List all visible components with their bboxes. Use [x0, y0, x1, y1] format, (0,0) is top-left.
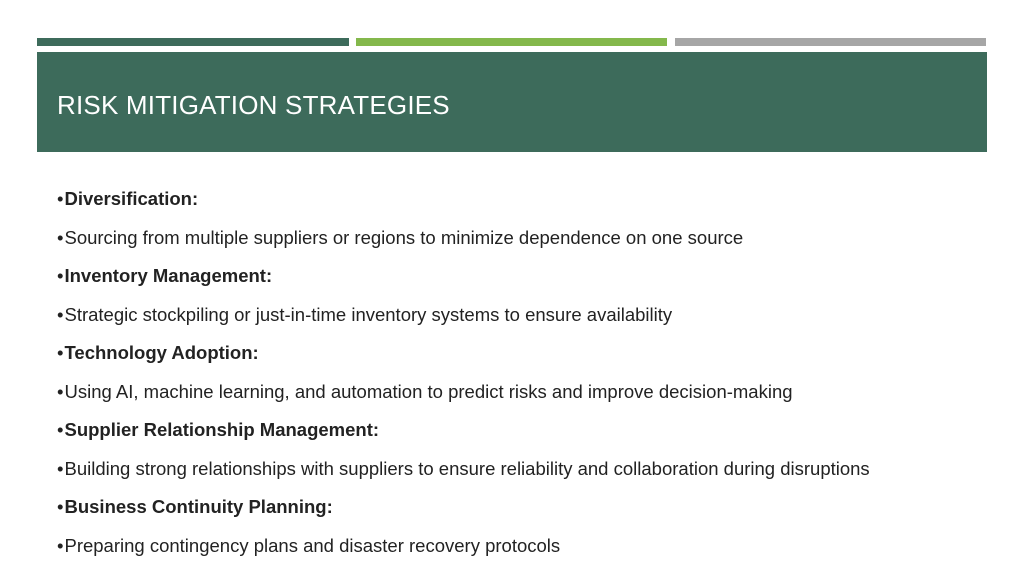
bullet-list — [57, 180, 997, 565]
bullet-item-text: Using AI, machine learning, and automation to predict risks and improve decision-making — [64, 380, 793, 402]
bullet-heading — [57, 334, 997, 373]
bullet-heading-text: Inventory Management: — [64, 265, 273, 287]
bullet-marker: • — [57, 380, 64, 402]
accent-bar-gray — [675, 38, 986, 46]
bullet-marker: • — [57, 265, 64, 287]
bullet-marker: • — [57, 303, 64, 325]
bullet-item — [57, 219, 997, 258]
slide-title: RISK MITIGATION STRATEGIES — [57, 89, 450, 120]
bullet-marker: • — [57, 342, 64, 364]
bullet-item-text: Preparing contingency plans and disaster recovery protocols — [64, 534, 561, 556]
bullet-item — [57, 450, 997, 489]
bullet-item-text: Sourcing from multiple suppliers or regions to minimize dependence on one source — [64, 226, 744, 248]
accent-bar-light-green — [356, 38, 667, 46]
bullet-item — [57, 373, 997, 412]
bullet-item-text: Building strong relationships with suppliers to ensure reliability and collaboration during disruptions — [64, 457, 870, 479]
bullet-marker: • — [57, 419, 64, 441]
bullet-heading-text: Supplier Relationship Management: — [64, 419, 380, 441]
bullet-item — [57, 527, 997, 566]
bullet-heading-text: Business Continuity Planning: — [64, 496, 333, 518]
bullet-heading-text: Diversification: — [64, 188, 199, 210]
bullet-heading — [57, 257, 997, 296]
bullet-heading — [57, 411, 997, 450]
bullet-marker: • — [57, 188, 64, 210]
bullet-marker: • — [57, 226, 64, 248]
bullet-marker: • — [57, 534, 64, 556]
accent-bar-dark-green — [37, 38, 349, 46]
bullet-marker: • — [57, 457, 64, 479]
bullet-marker: • — [57, 496, 64, 518]
bullet-item — [57, 296, 997, 335]
bullet-heading-text: Technology Adoption: — [64, 342, 259, 364]
bullet-heading — [57, 180, 997, 219]
title-band — [37, 52, 987, 152]
bullet-item-text: Strategic stockpiling or just-in-time inventory systems to ensure availability — [64, 303, 673, 325]
bullet-heading — [57, 488, 997, 527]
